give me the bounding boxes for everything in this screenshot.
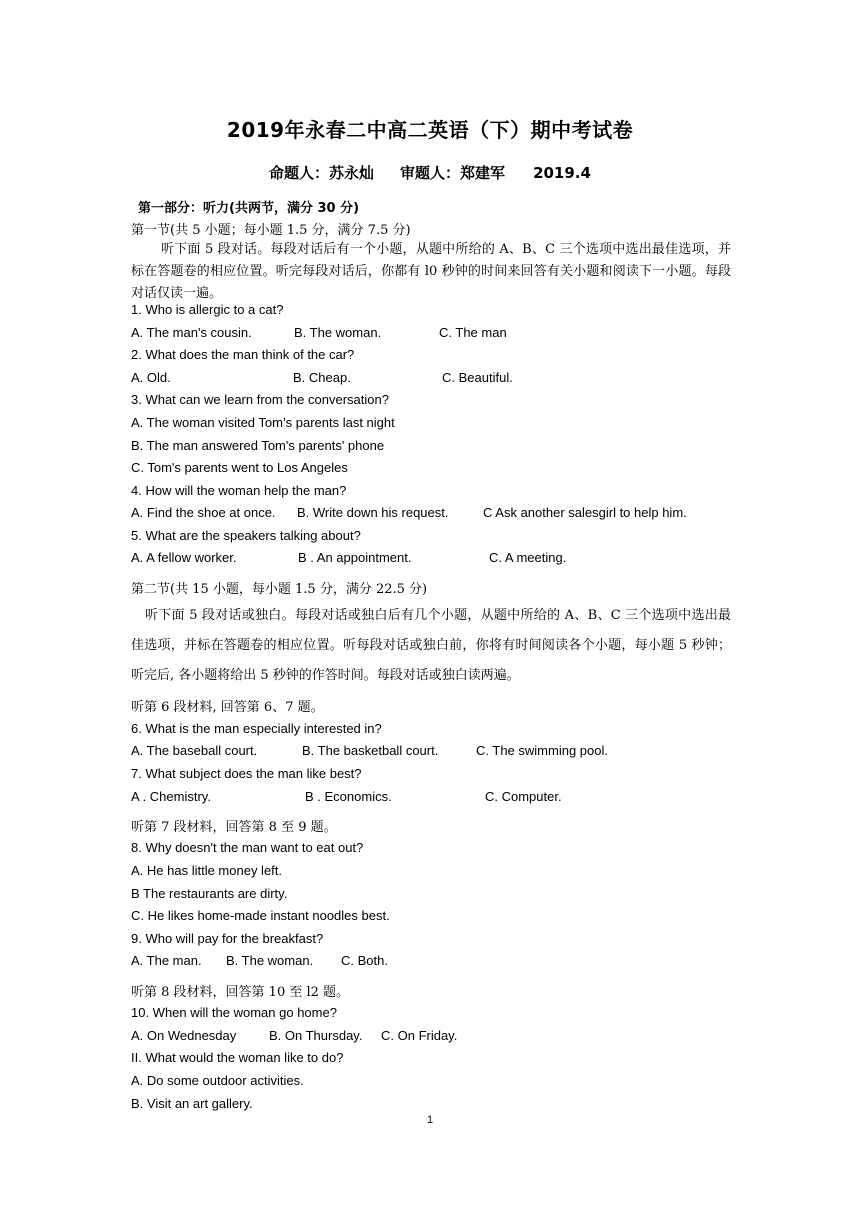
part1-heading: 第一部分：听力(共两节，满分 30 分) [138,201,360,216]
material-6-heading: 听第 6 段材料, 回答第 6、7 题。 [131,700,324,715]
q5-option-b: B . An appointment. [298,550,412,565]
q7-option-b: B . Economics. [305,789,392,804]
question-6: 6. What is the man especially interested in? [131,721,382,736]
q9-option-a: A. The man. [131,953,202,968]
q4-option-c: C Ask another salesgirl to help him. [483,505,687,520]
q5-option-a: A. A fellow worker. [131,550,237,565]
q1-option-a: A. The man's cousin. [131,325,252,340]
exam-date: 2019.4 [533,164,591,182]
q3-option-a: A. The woman visited Tom’s parents last night [131,415,395,430]
question-5: 5. What are the speakers talking about? [131,528,361,543]
q6-option-b: B. The basketball court. [302,743,439,758]
page-number: 1 [426,1114,434,1126]
q6-option-c: C. The swimming pool. [476,743,608,758]
q4-option-a: A. Find the shoe at once. [131,505,276,520]
reviewer: 审题人：郑建军 [400,164,506,182]
exam-credits [0,162,860,183]
question-7: 7. What subject does the man like best? [131,766,362,781]
q1-option-c: C. The man [439,325,507,340]
q11-option-a: A. Do some outdoor activities. [131,1073,304,1088]
section2-heading: 第二节(共 15 小题，每小题 1.5 分，满分 22.5 分) [131,582,428,597]
q3-option-c: C. Tom's parents went to Los Angeles [131,460,348,475]
q10-option-b: B. On Thursday. [269,1028,363,1043]
q9-option-c: C. Both. [341,953,388,968]
question-3: 3. What can we learn from the conversation? [131,392,389,407]
question-10: 10. When will the woman go home? [131,1005,337,1020]
q10-option-c: C. On Friday. [381,1028,458,1043]
q2-option-b: B. Cheap. [293,370,351,385]
q1-option-b: B. The woman. [294,325,382,340]
q11-option-b: B. Visit an art gallery. [131,1096,253,1111]
material-7-heading: 听第 7 段材料，回答第 8 至 9 题。 [131,820,337,835]
question-4: 4. How will the woman help the man? [131,483,347,498]
section1-instructions: 听下面 5 段对话。每段对话后有一个小题，从题中所给的 A、B、C 三个选项中选出最佳选项，并标在答题卷的相应位置。听完每段对话后，你都有 l0 秒钟的时间来回答有关小题和阅读下一小题。每段对话仅读一遍。 [131,242,731,301]
question-1: 1. Who is allergic to a cat? [131,302,284,317]
q9-option-b: B. The woman. [226,953,314,968]
question-11: II. What would the woman like to do? [131,1050,344,1065]
q8-option-b: B The restaurants are dirty. [131,886,288,901]
section1-heading: 第一节(共 5 小题；每小题 1.5 分，满分 7.5 分) [131,223,411,238]
page-title: 2019年永春二中高二英语（下）期中考试卷 [226,118,634,142]
question-8: 8. Why doesn't the man want to eat out? [131,840,364,855]
q2-option-a: A. Old. [131,370,171,385]
q6-option-a: A. The baseball court. [131,743,258,758]
q10-option-a: A. On Wednesday [131,1028,237,1043]
section2-instructions: 听下面 5 段对话或独白。每段对话或独白后有几个小题，从题中所给的 A、B、C 三个选项中选出最佳选项，并标在答题卷的相应位置。听每段对话或独白前，你将有时间阅读各个小题，每小题 5 秒钟；听完后, 各小题将给出 5 秒钟的作答时间。每段对话或独白读两遍。 [131,608,731,683]
material-8-heading: 听第 8 段材料，回答第 10 至 l2 题。 [131,985,350,1000]
q5-option-c: C. A meeting. [489,550,567,565]
q8-option-a: A. He has little money left. [131,863,283,878]
q7-option-a: A . Chemistry. [131,789,211,804]
setter: 命题人：苏永灿 [269,164,375,182]
question-2: 2. What does the man think of the car? [131,347,355,362]
q4-option-b: B. Write down his request. [297,505,449,520]
q3-option-b: B. The man answered Tom's parents' phone [131,438,385,453]
question-9: 9. Who will pay for the breakfast? [131,931,324,946]
q2-option-c: C. Beautiful. [442,370,513,385]
q8-option-c: C. He likes home-made instant noodles best. [131,908,390,923]
q7-option-c: C. Computer. [485,789,562,804]
